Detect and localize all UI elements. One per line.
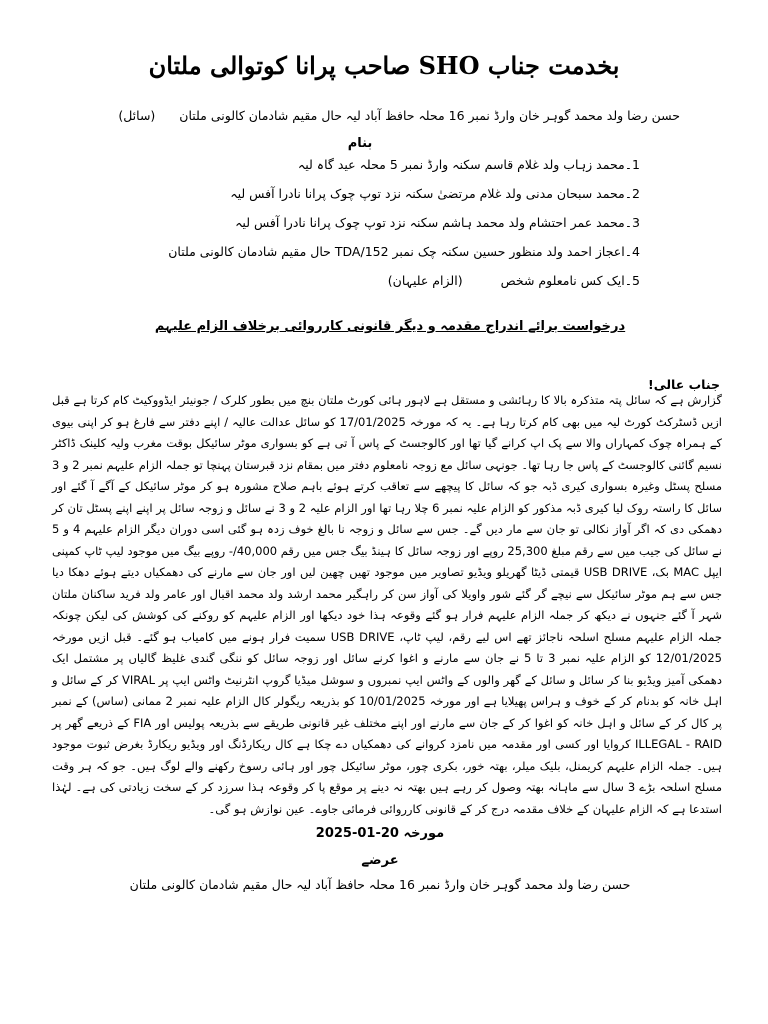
- respondents-role: (الزام علیہان): [387, 273, 463, 288]
- salutation: جناب عالی!: [648, 377, 720, 392]
- respondent-1: 1۔محمد زہاب ولد غلام قاسم سکنہ وارڈ نمبر 5 محلہ عید گاہ لیہ: [297, 157, 640, 172]
- closing-label: عرضے: [361, 853, 399, 868]
- document-title: بخدمت جناب SHO صاحب پرانا کوتوالی ملتان: [148, 51, 620, 80]
- respondent-5: [120, 266, 640, 295]
- respondent-2: 2۔محمد سبحان مدنی ولد غلام مرتضیٰ سکنہ نزد توپ چوک پرانا نادرا آفس لیہ: [230, 186, 640, 201]
- petitioner-name: حسن رضا ولد محمد گوہر خان وارڈ نمبر 16 محلہ حافظ آباد لیہ حال مقیم شادمان کالونی ملتان: [179, 108, 680, 123]
- subject-heading: درخواست برائے اندراج مقدمہ و دیگر قانونی کارروائی برخلاف الزام علیہم: [154, 319, 626, 334]
- respondents-list: [120, 150, 640, 295]
- signature-line: حسن رضا ولد محمد گوہر خان وارڈ نمبر 16 محلہ حافظ آباد لیہ حال مقیم شادمان کالونی ملتان: [129, 877, 631, 892]
- document-date: مورخہ 20-01-2025: [315, 826, 445, 841]
- petitioner-line: [120, 106, 680, 126]
- respondent-3: 3۔محمد عمر احتشام ولد محمد ہاشم سکنہ نزد توپ چوک پرانا نادرا آفس لیہ: [235, 215, 640, 230]
- body-paragraph: گزارش ہے کہ سائل پتہ متذکرہ بالا کا رہائشی و مستقل ہے لاہور ہائی کورٹ ملتان بنچ میں بطور کلرک / جونیئر ایڈووکیٹ کام کرتا ہے قبل ازیں ڈسٹرکٹ کورٹ لیہ میں بھی کام کرتا رہا ہے۔ یہ کہ مورخہ 17/01/2025 کو سائل عدالت عالیہ / اپنے دفتر سے فارغ ہو کر اپنی بیوی کے ہمراہ چوک کمہاراں والا سے پک اپ کرانے گیا تھا اور کالوجسٹ کے پاس آ تی ہے کو بسواری موٹر سائیکل بوقت مغرب ولیہ کلینک ڈاکٹر نسیم گائنی کالوجسٹ کے پاس جا رہا تھا۔ جونہی سائل مع زوجہ نامعلوم دفتر میں بمقام نزد قبرستان پہنچا تو جملہ الزام علیہم نمبر 2 و 3 مسلح پسٹل وغیرہ بسواری کیری ڈبہ جو کہ سائل کا پیچھے سے تعاقب کرتے ہوئے باہم صلاح مشورہ ہو کر موٹر سائیکل کے آگے آ گئے اور سائل کا راستہ روک لیا کیری ڈبہ مذکور کو الزام علیہ نمبر 6 چلا رہا تھا اور الزام علیہ 2 و 3 نے سائل و زوجہ سائل پر اپنے اپنے پسٹل تان کر دھمکی دی کہ اگر آواز نکالی تو جان سے مار دیں گے۔ جس سے سائل و زوجہ نا بالغ خوف زدہ ہو گئی اسی دوران دیگر الزام علیہم 4 و 5 نے سائل کی جیب میں سے رقم مبلغ 25,300 روپے اور زوجہ سائل کا ہینڈ بیگ جس میں رقم 40,000/- روپے بیگ میں موجود لیپ ٹاپ کمپنی ایپل MAC بک، USB DRIVE قیمتی ڈیٹا گھریلو ویڈیو تصاویر میں موجود تھیں چھین لیں اور جان سے مارنے کی دھمکیاں دیتے ہوئے دھکا دیا جس سے ہم موٹر سائیکل سے نیچے گر گئے شور واویلا کی آواز سن کر راہگیر محمد ارشد ولد محمد اقبال اور عامر ولد فرید ساکنان ملتان شہر آ گئے جنہوں نے دیکھ کر جملہ الزام علیہم فرار ہو گئے وقوعہ ہذا خود دیکھا اور الزام علیہم کو روکنے کی کوشش کی لیکن چونکہ جملہ الزام علیہم مسلح اسلحہ ناجائز تھے اس لیے رقم، لیپ ٹاپ، USB DRIVE سمیت فرار ہونے میں کامیاب ہو گئے۔ قبل ازیں مورخہ 12/01/2025 کو الزام علیہ نمبر 3 تا 5 نے جان سے مارنے و اغوا کرنے سائل اور زوجہ سائل کو ننگی گندی غلیظ گالیاں پر مشتمل ایک دھمکی آمیز ویڈیو بنا کر سائل و سائل کے گھر والوں کے واٹس ایپ نمبروں و سوشل میڈیا گروپ انٹرنیٹ واٹس ایپ پر VIRAL کر کے سائل و اہل خانہ کو بدنام کر کے خوف و ہراس پھیلایا ہے اور مورخہ 10/01/2025 کو بذریعہ ریگولر کال الزام علیہ نمبر 2 ممانی (ساس) کے نمبر پر کال کر کے سائل و اہل خانہ کو اغوا کر کے جان سے مارنے اور اپنے مختلف غیر قانونی طریقے سے بذریعہ پولیس اور FIA کے ذریعے گھر پر ILLEGAL - RAID کروایا اور کسی اور مقدمہ میں نامزد کروانے کی دھمکیاں دے چکا ہے کال ریکارڈنگ اور ویڈیو ریکارڈ بغرض ثبوت موجود ہیں۔ جملہ الزام علیہم کریمنل، بلیک میلر، بھتہ خور، بکری چور، موٹر سائیکل چور اور ہائی رسوخ رکھنے والے لوگ ہیں۔ جو کہ ہر وقت مسلح اسلحہ بڑے 3 سال سے ماہانہ بھتہ وصول کر رہے ہیں بھتہ نہ دینے پر موقع پا کر وقوعہ ہذا سرزد کر کے سخت زیادتی کی ہے۔ لہٰذا استدعا ہے کہ الزام علیہان کے خلاف مقدمہ درج کر کے قانونی کارروائی فرمائی جاوے۔ عین نوازش ہو گی۔: [52, 393, 723, 816]
- versus-label: بنام: [347, 136, 373, 151]
- respondent-4: 4۔اعجاز احمد ولد منظور حسین سکنہ چک نمبر 152/TDA حال مقیم شادمان کالونی ملتان: [168, 244, 640, 259]
- respondent-5-text: 5۔ایک کس نامعلوم شخص: [500, 273, 640, 288]
- petitioner-role: (سائل): [118, 108, 156, 123]
